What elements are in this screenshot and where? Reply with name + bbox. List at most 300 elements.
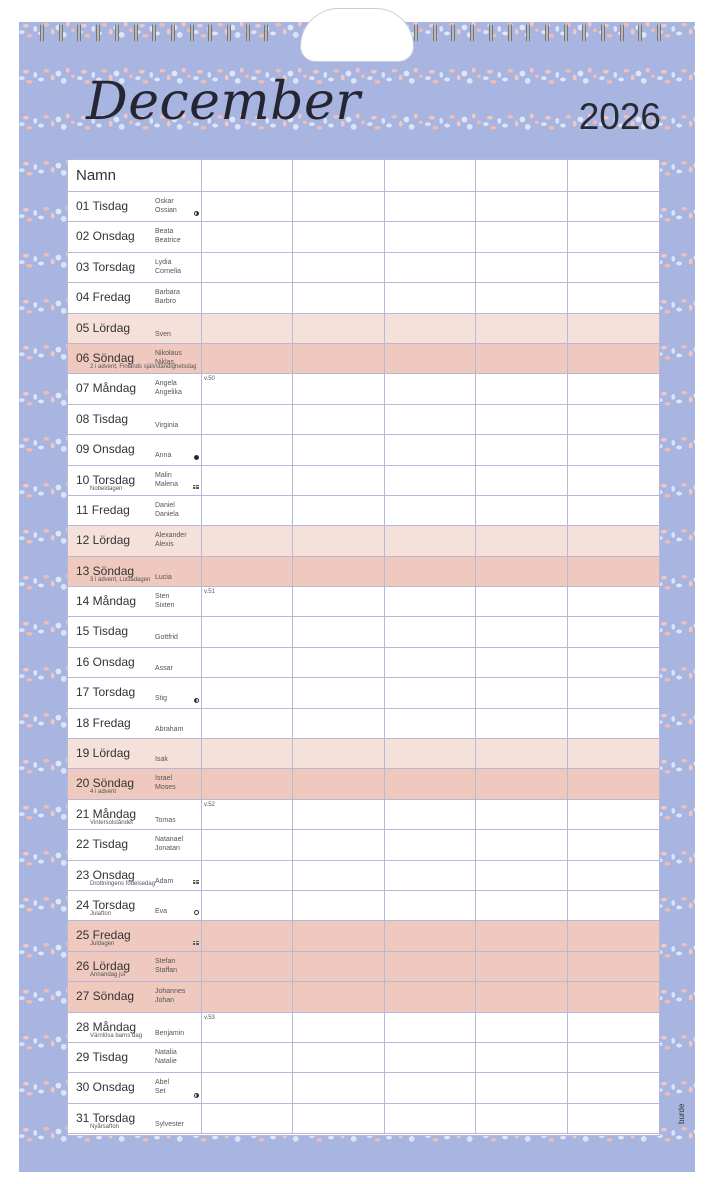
family-column-1-header[interactable] <box>202 160 293 192</box>
entry-cell[interactable] <box>476 374 567 404</box>
entry-cell[interactable] <box>568 466 659 496</box>
entry-cell[interactable] <box>202 496 293 526</box>
moon-phase-icon <box>194 698 199 703</box>
entry-cell[interactable] <box>476 435 567 465</box>
day-label-cell <box>68 435 202 465</box>
entry-cell[interactable] <box>293 921 384 951</box>
entry-cell[interactable] <box>202 709 293 739</box>
entry-cell[interactable] <box>202 678 293 708</box>
day-label-cell <box>68 405 202 435</box>
entry-cell[interactable] <box>476 466 567 496</box>
entry-cell[interactable] <box>202 405 293 435</box>
entry-cell[interactable] <box>385 709 476 739</box>
day-label-cell <box>68 253 202 283</box>
entry-cell[interactable] <box>385 769 476 799</box>
entry-cell[interactable] <box>293 648 384 678</box>
day-label-cell <box>68 861 202 891</box>
day-label: 17 Torsdag <box>76 685 136 700</box>
day-label: 31 Torsdag <box>76 1110 136 1125</box>
day-label: 06 Söndag <box>76 350 135 365</box>
entry-cell[interactable] <box>568 1073 659 1103</box>
entry-cell[interactable] <box>293 253 384 283</box>
entry-cell[interactable] <box>476 405 567 435</box>
name-day-label: Beata Beatrice <box>155 228 181 245</box>
entry-cell[interactable] <box>568 405 659 435</box>
entry-cell[interactable] <box>476 1043 567 1073</box>
entry-cell[interactable] <box>385 374 476 404</box>
entry-cell[interactable] <box>202 800 293 830</box>
day-label: 29 Tisdag <box>76 1049 129 1064</box>
entry-cell[interactable] <box>202 891 293 921</box>
entry-cell[interactable] <box>202 314 293 344</box>
entry-cell[interactable] <box>476 739 567 769</box>
name-day-label: Isak <box>155 756 168 764</box>
day-label: 28 Måndag <box>76 1019 137 1034</box>
week-number: v.52 <box>204 801 215 808</box>
entry-cell[interactable] <box>293 830 384 860</box>
entry-cell[interactable] <box>476 1013 567 1043</box>
spiral-loop <box>470 24 474 42</box>
entry-cell[interactable] <box>202 982 293 1012</box>
entry-cell[interactable] <box>476 253 567 283</box>
brand-label: burde <box>677 1103 686 1124</box>
hanger-hook <box>300 8 414 62</box>
name-day-label: Benjamin <box>155 1029 185 1037</box>
entry-cell[interactable] <box>568 1104 659 1134</box>
spiral-loop <box>638 24 642 42</box>
entry-cell[interactable] <box>476 861 567 891</box>
holiday-label: Julafton <box>90 910 112 917</box>
entry-cell[interactable] <box>202 921 293 951</box>
day-label: 20 Söndag <box>76 776 135 791</box>
name-day-label: Malin Malena <box>155 471 178 488</box>
entry-cell[interactable] <box>385 192 476 222</box>
holiday-label: 3 i advent, Luciadagen <box>90 576 151 583</box>
spiral-loop <box>657 24 661 42</box>
entry-cell[interactable] <box>202 861 293 891</box>
entry-cell[interactable] <box>202 192 293 222</box>
flag-icon <box>193 941 199 945</box>
entry-cell[interactable] <box>293 617 384 647</box>
entry-cell[interactable] <box>385 1104 476 1134</box>
day-label-cell <box>68 952 202 982</box>
entry-cell[interactable] <box>385 435 476 465</box>
name-day-label: Lydia Cornelia <box>155 258 182 275</box>
holiday-label: Nyårsafton <box>90 1123 120 1130</box>
name-day-label: Alexander Alexis <box>155 532 187 549</box>
spiral-loop <box>190 24 194 42</box>
entry-cell[interactable] <box>568 557 659 587</box>
day-label: 01 Tisdag <box>76 199 129 213</box>
entry-cell[interactable] <box>385 648 476 678</box>
entry-cell[interactable] <box>476 222 567 252</box>
entry-cell[interactable] <box>385 617 476 647</box>
entry-cell[interactable] <box>476 921 567 951</box>
holiday-label: Annandag jul <box>90 971 126 978</box>
moon-phase-icon <box>194 211 199 216</box>
entry-cell[interactable] <box>293 192 384 222</box>
holiday-label: 4 i advent <box>90 789 117 796</box>
entry-cell[interactable] <box>568 617 659 647</box>
entry-cell[interactable] <box>568 800 659 830</box>
entry-cell[interactable] <box>476 283 567 313</box>
day-label-cell <box>68 678 202 708</box>
day-label-cell <box>68 617 202 647</box>
entry-cell[interactable] <box>202 617 293 647</box>
entry-cell[interactable] <box>385 496 476 526</box>
entry-cell[interactable] <box>202 1104 293 1134</box>
entry-cell[interactable] <box>476 496 567 526</box>
entry-cell[interactable] <box>385 891 476 921</box>
entry-cell[interactable] <box>568 192 659 222</box>
entry-cell[interactable] <box>293 1104 384 1134</box>
holiday-label: 2 i advent, Finlands självständighetsdag <box>90 363 197 370</box>
spiral-loop <box>227 24 231 42</box>
day-label-cell <box>68 496 202 526</box>
entry-cell[interactable] <box>202 739 293 769</box>
day-label-cell <box>68 283 202 313</box>
spiral-loop <box>414 24 418 42</box>
flag-icon <box>193 880 199 884</box>
name-day-label: Virginia <box>155 421 179 429</box>
entry-cell[interactable] <box>293 587 384 617</box>
entry-cell[interactable] <box>202 283 293 313</box>
spiral-loop <box>264 24 268 42</box>
entry-cell[interactable] <box>293 739 384 769</box>
day-label: 23 Onsdag <box>76 867 135 882</box>
holiday-label: Drottningens födelsedag <box>90 880 156 887</box>
entry-cell[interactable] <box>293 1073 384 1103</box>
entry-cell[interactable] <box>385 587 476 617</box>
day-label-cell <box>68 192 202 222</box>
entry-cell[interactable] <box>385 830 476 860</box>
entry-cell[interactable] <box>385 739 476 769</box>
week-number: v.50 <box>204 376 215 383</box>
day-label-cell <box>68 374 202 404</box>
day-label-cell <box>68 466 202 496</box>
day-label: 08 Tisdag <box>76 411 129 426</box>
entry-cell[interactable] <box>202 648 293 678</box>
name-day-label: Abel Set <box>155 1079 170 1096</box>
day-label: 05 Lördag <box>76 320 131 335</box>
entry-cell[interactable] <box>293 769 384 799</box>
entry-cell[interactable] <box>568 1013 659 1043</box>
day-label-cell <box>68 587 202 617</box>
day-label: 09 Onsdag <box>76 442 135 457</box>
entry-cell[interactable] <box>476 557 567 587</box>
flag-icon <box>193 485 199 489</box>
entry-cell[interactable] <box>568 769 659 799</box>
entry-cell[interactable] <box>293 557 384 587</box>
spiral-loop <box>208 24 212 42</box>
entry-cell[interactable] <box>568 982 659 1012</box>
entry-cell[interactable] <box>568 648 659 678</box>
entry-cell[interactable] <box>476 1104 567 1134</box>
day-label-cell <box>68 1073 202 1103</box>
entry-cell[interactable] <box>385 253 476 283</box>
day-label: 25 Fredag <box>76 928 131 943</box>
name-day-label: Lucia <box>155 573 172 581</box>
entry-cell[interactable] <box>568 1043 659 1073</box>
entry-cell[interactable] <box>202 557 293 587</box>
spiral-loop <box>96 24 100 42</box>
day-label: 27 Söndag <box>76 989 135 1004</box>
day-label: 14 Måndag <box>76 594 137 609</box>
day-label-cell <box>68 526 202 556</box>
entry-cell[interactable] <box>202 1013 293 1043</box>
entry-cell[interactable] <box>385 1013 476 1043</box>
name-day-label: Israel Moses <box>155 775 176 792</box>
entry-cell[interactable] <box>293 222 384 252</box>
day-label-cell <box>68 1043 202 1073</box>
entry-cell[interactable] <box>476 617 567 647</box>
name-day-label: Gottfrid <box>155 634 178 642</box>
entry-cell[interactable] <box>385 921 476 951</box>
entry-cell[interactable] <box>385 222 476 252</box>
spiral-loop <box>134 24 138 42</box>
spiral-loop <box>582 24 586 42</box>
week-number: v.53 <box>204 1014 215 1021</box>
day-label: 30 Onsdag <box>76 1080 135 1095</box>
entry-cell[interactable] <box>293 891 384 921</box>
day-label: 10 Torsdag <box>76 472 136 487</box>
entry-cell[interactable] <box>476 678 567 708</box>
holiday-label: Vintersolståndet <box>90 819 133 826</box>
day-label-cell <box>68 648 202 678</box>
day-label: 19 Lördag <box>76 746 131 761</box>
day-label: 04 Fredag <box>76 290 131 305</box>
entry-cell[interactable] <box>568 253 659 283</box>
day-label-cell <box>68 344 202 374</box>
entry-cell[interactable] <box>293 952 384 982</box>
name-day-label: Barbara Barbro <box>155 289 180 306</box>
entry-cell[interactable] <box>568 435 659 465</box>
spiral-loop <box>246 24 250 42</box>
entry-cell[interactable] <box>293 526 384 556</box>
entry-cell[interactable] <box>476 314 567 344</box>
name-column-header: Namn <box>68 160 202 192</box>
day-label: 21 Måndag <box>76 806 137 821</box>
name-day-label: Natanael Jonatan <box>155 836 184 853</box>
day-label-cell <box>68 739 202 769</box>
entry-cell[interactable] <box>293 1043 384 1073</box>
day-label-cell <box>68 314 202 344</box>
day-label: 26 Lördag <box>76 958 131 973</box>
name-day-label: Daniel Daniela <box>155 501 179 518</box>
holiday-label: Värnlösa barns dag <box>90 1032 143 1039</box>
entry-cell[interactable] <box>476 1073 567 1103</box>
entry-cell[interactable] <box>568 921 659 951</box>
entry-cell[interactable] <box>385 466 476 496</box>
moon-phase-icon <box>194 455 199 460</box>
entry-cell[interactable] <box>476 952 567 982</box>
year-label: 2026 <box>578 96 661 137</box>
calendar-grid <box>67 159 660 1136</box>
entry-cell[interactable] <box>202 830 293 860</box>
week-number: v.51 <box>204 589 215 596</box>
entry-cell[interactable] <box>293 496 384 526</box>
entry-cell[interactable] <box>293 466 384 496</box>
day-label: 03 Torsdag <box>76 259 136 274</box>
day-label-cell <box>68 769 202 799</box>
name-day-label: Tomas <box>155 816 176 824</box>
spiral-loop <box>40 24 44 42</box>
entry-cell[interactable] <box>293 982 384 1012</box>
name-day-label: Angela Angelika <box>155 380 182 397</box>
entry-cell[interactable] <box>568 344 659 374</box>
day-label-cell <box>68 982 202 1012</box>
day-label-cell <box>68 891 202 921</box>
family-column-5-header[interactable] <box>568 160 659 192</box>
spiral-loop <box>433 24 437 42</box>
entry-cell[interactable] <box>476 709 567 739</box>
entry-cell[interactable] <box>202 222 293 252</box>
day-label-cell <box>68 222 202 252</box>
entry-cell[interactable] <box>202 952 293 982</box>
entry-cell[interactable] <box>476 982 567 1012</box>
spiral-loop <box>115 24 119 42</box>
spiral-loop <box>601 24 605 42</box>
day-label: 15 Tisdag <box>76 624 129 639</box>
name-day-label: Stig <box>155 695 168 703</box>
entry-cell[interactable] <box>476 769 567 799</box>
spiral-loop <box>59 24 63 42</box>
entry-cell[interactable] <box>202 769 293 799</box>
spiral-loop <box>489 24 493 42</box>
day-label: 22 Tisdag <box>76 837 129 852</box>
entry-cell[interactable] <box>202 253 293 283</box>
entry-cell[interactable] <box>385 800 476 830</box>
entry-cell[interactable] <box>202 1073 293 1103</box>
entry-cell[interactable] <box>568 374 659 404</box>
entry-cell[interactable] <box>476 192 567 222</box>
entry-cell[interactable] <box>476 800 567 830</box>
day-label: 11 Fredag <box>76 502 130 517</box>
entry-cell[interactable] <box>385 526 476 556</box>
entry-cell[interactable] <box>293 678 384 708</box>
entry-cell[interactable] <box>385 344 476 374</box>
name-day-label: Oskar Ossian <box>155 198 177 214</box>
entry-cell[interactable] <box>476 344 567 374</box>
entry-cell[interactable] <box>385 557 476 587</box>
entry-cell[interactable] <box>385 952 476 982</box>
day-label: 13 Söndag <box>76 563 135 578</box>
spiral-loop <box>564 24 568 42</box>
name-day-label: Natalia Natalie <box>155 1048 177 1065</box>
entry-cell[interactable] <box>293 405 384 435</box>
entry-cell[interactable] <box>385 1043 476 1073</box>
spiral-loop <box>451 24 455 42</box>
entry-cell[interactable] <box>202 526 293 556</box>
family-column-3-header[interactable] <box>385 160 476 192</box>
entry-cell[interactable] <box>293 344 384 374</box>
name-day-label: Eva <box>155 907 168 915</box>
spiral-loop <box>526 24 530 42</box>
name-day-label: Nikolaus Niklas <box>155 349 182 366</box>
entry-cell[interactable] <box>568 739 659 769</box>
day-label: 18 Fredag <box>76 715 131 730</box>
entry-cell[interactable] <box>568 526 659 556</box>
name-day-label: Johannes Johan <box>155 988 186 1005</box>
entry-cell[interactable] <box>202 344 293 374</box>
entry-cell[interactable] <box>202 435 293 465</box>
entry-cell[interactable] <box>476 587 567 617</box>
day-label: 12 Lördag <box>76 533 131 548</box>
entry-cell[interactable] <box>476 830 567 860</box>
entry-cell[interactable] <box>293 435 384 465</box>
day-label-cell <box>68 921 202 951</box>
entry-cell[interactable] <box>568 283 659 313</box>
entry-cell[interactable] <box>385 1073 476 1103</box>
entry-cell[interactable] <box>385 861 476 891</box>
entry-cell[interactable] <box>476 648 567 678</box>
name-day-label: Assar <box>155 664 173 672</box>
entry-cell[interactable] <box>293 800 384 830</box>
day-label-cell <box>68 1104 202 1134</box>
entry-cell[interactable] <box>568 830 659 860</box>
name-day-label: Sven <box>155 330 171 338</box>
family-column-4-header[interactable] <box>476 160 567 192</box>
day-label-cell <box>68 830 202 860</box>
entry-cell[interactable] <box>293 1013 384 1043</box>
entry-cell[interactable] <box>568 222 659 252</box>
day-label: 02 Onsdag <box>76 229 135 244</box>
entry-cell[interactable] <box>293 314 384 344</box>
month-title: December <box>86 72 361 132</box>
entry-cell[interactable] <box>476 526 567 556</box>
day-label-cell <box>68 1013 202 1043</box>
entry-cell[interactable] <box>476 891 567 921</box>
entry-cell[interactable] <box>385 982 476 1012</box>
entry-cell[interactable] <box>568 587 659 617</box>
entry-cell[interactable] <box>385 283 476 313</box>
spiral-loop <box>620 24 624 42</box>
spiral-loop <box>171 24 175 42</box>
entry-cell[interactable] <box>293 283 384 313</box>
entry-cell[interactable] <box>568 678 659 708</box>
spiral-loop <box>545 24 549 42</box>
day-label-cell <box>68 800 202 830</box>
entry-cell[interactable] <box>293 709 384 739</box>
day-label: 16 Onsdag <box>76 654 135 669</box>
entry-cell[interactable] <box>293 374 384 404</box>
entry-cell[interactable] <box>568 861 659 891</box>
entry-cell[interactable] <box>568 314 659 344</box>
entry-cell[interactable] <box>385 314 476 344</box>
day-label-cell <box>68 557 202 587</box>
name-day-label: Sylvester <box>155 1120 184 1128</box>
name-day-label: Abraham <box>155 725 184 733</box>
family-column-2-header[interactable] <box>293 160 384 192</box>
entry-cell[interactable] <box>568 891 659 921</box>
entry-cell[interactable] <box>202 374 293 404</box>
spiral-loop <box>77 24 81 42</box>
spiral-loop <box>508 24 512 42</box>
entry-cell[interactable] <box>202 466 293 496</box>
entry-cell[interactable] <box>293 861 384 891</box>
name-day-label: Sten Sixten <box>155 593 175 610</box>
entry-cell[interactable] <box>385 678 476 708</box>
name-day-label: Anna <box>155 452 172 460</box>
entry-cell[interactable] <box>202 587 293 617</box>
entry-cell[interactable] <box>568 952 659 982</box>
name-day-label: Adam <box>155 877 174 885</box>
entry-cell[interactable] <box>385 405 476 435</box>
entry-cell[interactable] <box>568 496 659 526</box>
entry-cell[interactable] <box>568 709 659 739</box>
entry-cell[interactable] <box>202 1043 293 1073</box>
spiral-loop <box>152 24 156 42</box>
